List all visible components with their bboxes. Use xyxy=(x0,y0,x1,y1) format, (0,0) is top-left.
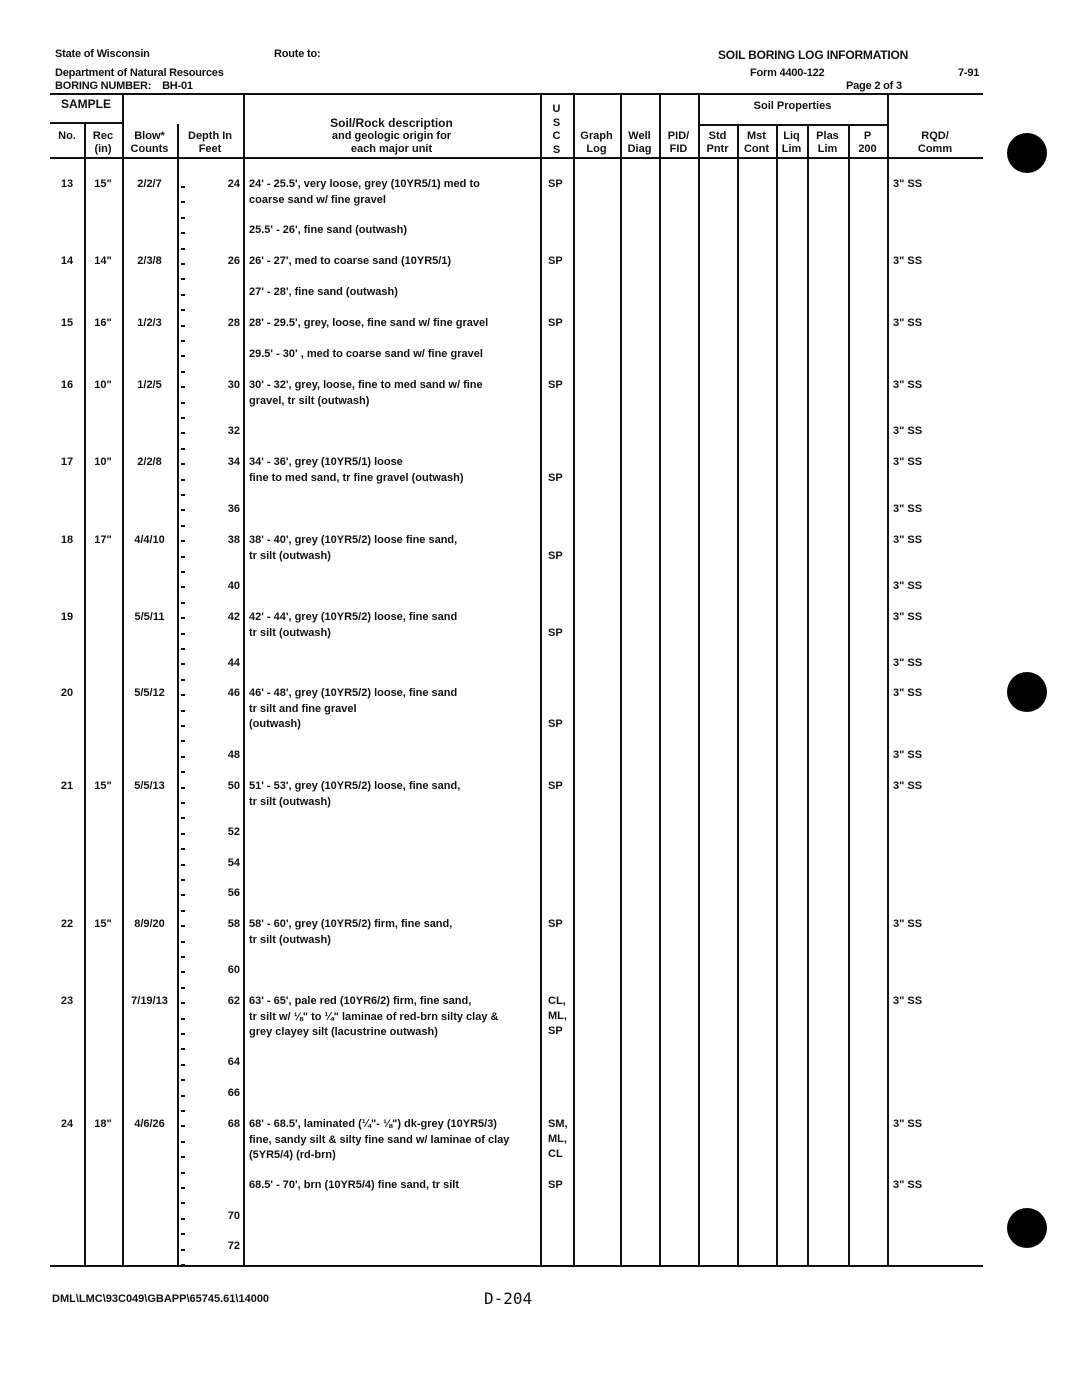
route-to-label: Route to: xyxy=(274,48,321,60)
description-line: 26' - 27', med to coarse sand (10YR5/1) xyxy=(249,255,452,267)
depth-tick xyxy=(181,648,185,650)
depth-tick xyxy=(181,971,185,973)
col-header-uscs-s2: S xyxy=(552,143,561,156)
comment-value: 3" SS xyxy=(893,1118,923,1130)
comment-value: 3" SS xyxy=(893,780,923,792)
col-header-pid-line2: FID xyxy=(669,143,688,155)
comment-value: 3" SS xyxy=(893,687,923,699)
sample-no: 13 xyxy=(60,178,74,190)
sample-no: 22 xyxy=(60,918,74,930)
sample-no: 24 xyxy=(60,1118,74,1130)
sample-blow: 5/5/11 xyxy=(134,611,165,623)
description-line: 30' - 32', grey, loose, fine to med sand w/ fine xyxy=(249,379,483,391)
depth-value: 48 xyxy=(227,749,240,761)
depth-tick xyxy=(181,571,185,573)
col-header-liq xyxy=(776,130,807,156)
sample-no: 19 xyxy=(60,611,74,623)
depth-tick xyxy=(181,1156,185,1158)
uscs-code: SP xyxy=(548,1179,563,1191)
depth-tick xyxy=(181,448,185,450)
description-line: (outwash) xyxy=(249,718,301,730)
sample-no: 15 xyxy=(60,317,74,329)
soil-description xyxy=(249,455,464,486)
depth-tick xyxy=(181,309,185,311)
depth-tick xyxy=(181,278,185,280)
depth-tick xyxy=(181,1110,185,1112)
page-code: D-204 xyxy=(484,1289,533,1308)
sample-no: 16 xyxy=(60,379,74,391)
depth-tick xyxy=(181,633,185,635)
col-divider xyxy=(243,94,245,1265)
depth-tick xyxy=(181,833,185,835)
header-bottom-rule xyxy=(50,157,983,159)
uscs-code: SP xyxy=(548,255,563,267)
uscs-code: SP xyxy=(548,472,563,484)
col-header-description xyxy=(243,117,540,156)
soil-description xyxy=(249,686,457,733)
col-header-mst-line2: Cont xyxy=(743,143,770,155)
col-header-depth-line2: Feet xyxy=(198,143,222,155)
soil-description xyxy=(249,177,480,208)
depth-tick xyxy=(181,848,185,850)
form-number: Form 4400-122 xyxy=(750,67,825,79)
col-header-rqd-line2: Comm xyxy=(917,143,953,155)
depth-tick xyxy=(181,432,185,434)
depth-value: 26 xyxy=(227,255,240,267)
sample-rec: 17" xyxy=(94,534,112,546)
depth-tick xyxy=(181,509,185,511)
soil-description xyxy=(249,1117,509,1164)
depth-tick xyxy=(181,987,185,989)
col-header-rec-line2: (in) xyxy=(94,143,112,155)
col-header-well-line2: Diag xyxy=(627,143,652,155)
description-line: coarse sand w/ fine gravel xyxy=(249,193,386,206)
uscs-code: CL xyxy=(548,1148,563,1160)
depth-tick xyxy=(181,494,185,496)
col-header-rec-line1: Rec xyxy=(92,130,114,142)
col-header-std-line2: Pntr xyxy=(706,143,729,155)
description-line: tr silt (outwash) xyxy=(249,933,331,946)
col-header-std xyxy=(698,130,737,156)
col-header-depth-line1: Depth In xyxy=(188,130,232,142)
comment-value: 3" SS xyxy=(893,317,923,329)
soil-props-group-rule xyxy=(700,124,888,126)
depth-tick xyxy=(181,463,185,465)
soil-description xyxy=(249,347,483,363)
col-header-plas-line1: Plas xyxy=(816,130,839,142)
depth-tick xyxy=(181,1048,185,1050)
table-top-rule xyxy=(50,93,983,95)
uscs-code: SP xyxy=(548,627,563,639)
col-header-depth xyxy=(177,130,243,156)
depth-tick xyxy=(181,355,185,357)
uscs-code: ML, xyxy=(548,1010,567,1022)
comment-value: 3" SS xyxy=(893,178,923,190)
comment-value: 3" SS xyxy=(893,995,923,1007)
depth-tick xyxy=(181,479,185,481)
sample-blow: 1/2/3 xyxy=(137,317,162,329)
comment-value: 3" SS xyxy=(893,580,923,592)
depth-tick xyxy=(181,1233,185,1235)
soil-description xyxy=(249,779,460,810)
sample-rec: 15" xyxy=(94,178,112,190)
sample-blow: 7/19/13 xyxy=(131,995,168,1007)
depth-tick xyxy=(181,386,185,388)
depth-tick xyxy=(181,294,185,296)
col-header-mst xyxy=(737,130,776,156)
depth-tick xyxy=(181,602,185,604)
depth-tick xyxy=(181,787,185,789)
sample-rec: 18" xyxy=(94,1118,112,1130)
depth-tick xyxy=(181,1141,185,1143)
uscs-code: SM, xyxy=(548,1118,568,1130)
sample-blow: 1/2/5 xyxy=(137,379,162,391)
col-header-std-line1: Std xyxy=(708,130,727,142)
depth-tick xyxy=(181,1079,185,1081)
depth-tick xyxy=(181,925,185,927)
col-divider xyxy=(698,94,700,1265)
depth-tick xyxy=(181,1002,185,1004)
col-header-pid-line1: PID/ xyxy=(667,130,690,142)
depth-tick xyxy=(181,1202,185,1204)
description-line: tr silt (outwash) xyxy=(249,795,331,808)
col-header-graph-line2: Log xyxy=(586,143,607,155)
col-header-graph-line1: Graph xyxy=(580,130,613,142)
form-title: SOIL BORING LOG INFORMATION xyxy=(718,48,909,62)
soil-description xyxy=(249,610,457,641)
boring-number-value: BH-01 xyxy=(162,80,193,92)
sample-no: 18 xyxy=(60,534,74,546)
sample-no: 20 xyxy=(60,687,74,699)
description-line: 29.5' - 30' , med to coarse sand w/ fine gravel xyxy=(249,348,483,360)
depth-value: 56 xyxy=(227,887,240,899)
uscs-code: SP xyxy=(548,918,563,930)
description-line: 27' - 28', fine sand (outwash) xyxy=(249,286,398,298)
comment-value: 3" SS xyxy=(893,1179,923,1191)
uscs-code: SP xyxy=(548,780,563,792)
depth-value: 52 xyxy=(227,826,240,838)
col-header-uscs-u: U xyxy=(552,103,561,115)
depth-tick xyxy=(181,186,185,188)
sample-blow: 5/5/12 xyxy=(134,687,165,699)
depth-tick xyxy=(181,617,185,619)
sample-blow: 2/2/7 xyxy=(137,178,162,190)
sample-no: 21 xyxy=(60,780,74,792)
depth-tick xyxy=(181,910,185,912)
description-line: fine to med sand, tr fine gravel (outwash) xyxy=(249,471,464,484)
col-header-blow xyxy=(122,130,177,156)
depth-tick xyxy=(181,1172,185,1174)
col-header-description-line3: each major unit xyxy=(350,143,433,155)
comment-value: 3" SS xyxy=(893,749,923,761)
col-divider xyxy=(887,94,889,1265)
sample-blow: 2/2/8 xyxy=(137,456,162,468)
col-divider xyxy=(177,124,179,1265)
sample-group-rule xyxy=(50,122,122,124)
col-header-plas-line2: Lim xyxy=(817,143,838,155)
depth-tick xyxy=(181,1033,185,1035)
sample-blow: 2/3/8 xyxy=(137,255,162,267)
soil-description xyxy=(249,254,451,270)
depth-value: 68 xyxy=(227,1118,240,1130)
depth-tick xyxy=(181,540,185,542)
description-line: 38' - 40', grey (10YR5/2) loose fine sand, xyxy=(249,534,458,546)
depth-tick xyxy=(181,201,185,203)
depth-value: 66 xyxy=(227,1087,240,1099)
depth-tick xyxy=(181,371,185,373)
description-line: tr silt w/ ⅛" to ¼" laminae of red-brn silty clay & xyxy=(249,1010,499,1023)
comment-value: 3" SS xyxy=(893,503,923,515)
soil-description xyxy=(249,285,398,301)
depth-value: 30 xyxy=(227,379,240,391)
depth-tick xyxy=(181,1187,185,1189)
col-divider xyxy=(122,94,124,1265)
depth-value: 44 xyxy=(227,657,240,669)
depth-tick xyxy=(181,263,185,265)
comment-value: 3" SS xyxy=(893,425,923,437)
description-line: fine, sandy silt & silty fine sand w/ laminae of clay xyxy=(249,1133,510,1146)
depth-tick xyxy=(181,1018,185,1020)
sample-blow: 4/6/26 xyxy=(134,1118,165,1130)
sample-blow: 4/4/10 xyxy=(134,534,165,546)
depth-tick xyxy=(181,694,185,696)
sample-no: 23 xyxy=(60,995,74,1007)
description-line: 42' - 44', grey (10YR5/2) loose, fine sand xyxy=(249,611,458,623)
depth-tick xyxy=(181,556,185,558)
depth-tick xyxy=(181,817,185,819)
table-bottom-rule xyxy=(50,1265,983,1267)
depth-tick xyxy=(181,1125,185,1127)
col-divider xyxy=(620,94,622,1265)
col-header-blow-line2: Counts xyxy=(130,143,169,155)
comment-value: 3" SS xyxy=(893,379,923,391)
col-header-well-line1: Well xyxy=(628,130,651,142)
description-line: tr silt (outwash) xyxy=(249,626,331,639)
col-divider xyxy=(659,94,661,1265)
col-divider xyxy=(776,124,778,1265)
depth-tick xyxy=(181,1095,185,1097)
comment-value: 3" SS xyxy=(893,611,923,623)
col-header-description-line2: and geologic origin for xyxy=(331,130,452,142)
col-divider xyxy=(737,124,739,1265)
depth-value: 32 xyxy=(227,425,240,437)
description-line: 68.5' - 70', brn (10YR5/4) fine sand, tr silt xyxy=(249,1179,460,1191)
depth-value: 58 xyxy=(227,918,240,930)
uscs-code: SP xyxy=(548,379,563,391)
comment-value: 3" SS xyxy=(893,456,923,468)
depth-value: 42 xyxy=(227,611,240,623)
uscs-code: ML, xyxy=(548,1133,567,1145)
col-header-liq-line2: Lim xyxy=(781,143,802,155)
description-line: 68' - 68.5', laminated (¼"- ⅛") dk-grey (10YR5/3) xyxy=(249,1118,497,1130)
col-header-p200-line1: P xyxy=(863,130,872,142)
sample-rec: 16" xyxy=(94,317,112,329)
sample-blow: 5/5/13 xyxy=(134,780,165,792)
description-line: 28' - 29.5', grey, loose, fine sand w/ fine gravel xyxy=(249,317,489,329)
col-divider xyxy=(84,124,86,1265)
col-divider xyxy=(540,94,542,1265)
description-line: 58' - 60', grey (10YR5/2) firm, fine sand, xyxy=(249,918,453,930)
depth-tick xyxy=(181,586,185,588)
depth-tick xyxy=(181,663,185,665)
depth-tick xyxy=(181,325,185,327)
comment-value: 3" SS xyxy=(893,918,923,930)
col-header-mst-line1: Mst xyxy=(747,130,766,142)
depth-tick xyxy=(181,1249,185,1251)
depth-value: 72 xyxy=(227,1240,240,1252)
uscs-code: SP xyxy=(548,718,563,730)
comment-value: 3" SS xyxy=(893,255,923,267)
depth-value: 70 xyxy=(227,1210,240,1222)
col-header-pid xyxy=(659,130,698,156)
col-divider xyxy=(848,124,850,1265)
col-header-rqd-line1: RQD/ xyxy=(921,130,949,142)
description-line: 25.5' - 26', fine sand (outwash) xyxy=(249,224,408,236)
sample-rec: 14" xyxy=(94,255,112,267)
description-line: 46' - 48', grey (10YR5/2) loose, fine sand xyxy=(249,687,458,699)
depth-tick xyxy=(181,740,185,742)
col-header-uscs xyxy=(540,103,573,157)
col-header-description-line1: Soil/Rock description xyxy=(330,116,453,130)
depth-tick xyxy=(181,941,185,943)
col-header-graph xyxy=(573,130,620,156)
depth-tick xyxy=(181,248,185,250)
col-header-liq-line1: Liq xyxy=(783,130,800,142)
sample-rec: 10" xyxy=(94,456,112,468)
col-header-blow-line1: Blow* xyxy=(134,130,165,142)
depth-tick xyxy=(181,894,185,896)
depth-value: 40 xyxy=(227,580,240,592)
department-label: Department of Natural Resources xyxy=(55,67,224,79)
soil-description xyxy=(249,1178,459,1194)
col-header-no: No. xyxy=(58,130,76,142)
depth-value: 38 xyxy=(227,534,240,546)
sample-rec: 10" xyxy=(94,379,112,391)
depth-tick xyxy=(181,725,185,727)
binder-hole xyxy=(1007,672,1047,712)
uscs-code: SP xyxy=(548,550,563,562)
description-line: grey clayey silt (lacustrine outwash) xyxy=(249,1026,438,1038)
soil-description xyxy=(249,316,488,332)
soil-description xyxy=(249,223,407,239)
soil-properties-header: Soil Properties xyxy=(753,100,832,112)
description-line: tr silt (outwash) xyxy=(249,549,331,562)
sample-blow: 8/9/20 xyxy=(134,918,165,930)
binder-hole xyxy=(1007,1208,1047,1248)
boring-number-caption: BORING NUMBER: xyxy=(55,80,152,92)
soil-description xyxy=(249,378,483,409)
col-header-uscs-c: C xyxy=(552,130,561,142)
depth-tick xyxy=(181,525,185,527)
state-label: State of Wisconsin xyxy=(55,48,150,60)
depth-value: 50 xyxy=(227,780,240,792)
comment-value: 3" SS xyxy=(893,534,923,546)
col-header-rec xyxy=(84,130,122,156)
depth-tick xyxy=(181,756,185,758)
soil-description xyxy=(249,533,457,564)
file-path: DML\LMC\93C049\GBAPP\65745.61\14000 xyxy=(52,1293,270,1305)
comment-value: 3" SS xyxy=(893,657,923,669)
depth-tick xyxy=(181,710,185,712)
depth-value: 60 xyxy=(227,964,240,976)
depth-value: 24 xyxy=(227,178,240,190)
depth-value: 64 xyxy=(227,1056,240,1068)
description-line: 63' - 65', pale red (10YR6/2) firm, fine sand, xyxy=(249,995,472,1007)
binder-hole xyxy=(1007,133,1047,173)
depth-tick xyxy=(181,956,185,958)
sample-no: 14 xyxy=(60,255,74,267)
depth-value: 46 xyxy=(227,687,240,699)
depth-tick xyxy=(181,232,185,234)
depth-value: 34 xyxy=(227,456,240,468)
depth-tick xyxy=(181,864,185,866)
description-line: 34' - 36', grey (10YR5/1) loose xyxy=(249,456,403,468)
depth-value: 62 xyxy=(227,995,240,1007)
col-header-rqd xyxy=(887,130,983,156)
depth-value: 36 xyxy=(227,503,240,515)
depth-value: 54 xyxy=(227,857,240,869)
soil-description xyxy=(249,917,452,948)
depth-tick xyxy=(181,879,185,881)
depth-tick xyxy=(181,679,185,681)
boring-number-label xyxy=(55,80,193,92)
depth-tick xyxy=(181,217,185,219)
depth-tick xyxy=(181,1064,185,1066)
depth-tick xyxy=(181,1264,185,1266)
depth-tick xyxy=(181,402,185,404)
col-header-p200-line2: 200 xyxy=(858,143,877,155)
depth-tick xyxy=(181,802,185,804)
form-revision: 7-91 xyxy=(958,67,980,79)
sample-group-header: SAMPLE xyxy=(60,97,111,111)
depth-tick xyxy=(181,1218,185,1220)
description-line: tr silt and fine gravel xyxy=(249,702,357,715)
description-line: 24' - 25.5', very loose, grey (10YR5/1) med to xyxy=(249,178,480,190)
col-header-p200 xyxy=(848,130,887,156)
sample-no: 17 xyxy=(60,456,74,468)
uscs-code: SP xyxy=(548,1025,563,1037)
uscs-code: SP xyxy=(548,317,563,329)
description-line: (5YR5/4) (rd-brn) xyxy=(249,1149,336,1161)
sample-rec: 15" xyxy=(94,918,112,930)
uscs-code: CL, xyxy=(548,995,566,1007)
depth-value: 28 xyxy=(227,317,240,329)
sample-rec: 15" xyxy=(94,780,112,792)
page-indicator: Page 2 of 3 xyxy=(846,80,902,92)
soil-description xyxy=(249,994,498,1041)
col-divider xyxy=(573,94,575,1265)
depth-tick xyxy=(181,340,185,342)
col-header-uscs-s1: S xyxy=(552,116,561,129)
description-line: gravel, tr silt (outwash) xyxy=(249,394,370,407)
col-header-plas xyxy=(807,130,848,156)
col-divider xyxy=(807,124,809,1265)
depth-tick xyxy=(181,417,185,419)
col-header-well xyxy=(620,130,659,156)
description-line: 51' - 53', grey (10YR5/2) loose, fine sand, xyxy=(249,780,461,792)
depth-tick xyxy=(181,771,185,773)
uscs-code: SP xyxy=(548,178,563,190)
